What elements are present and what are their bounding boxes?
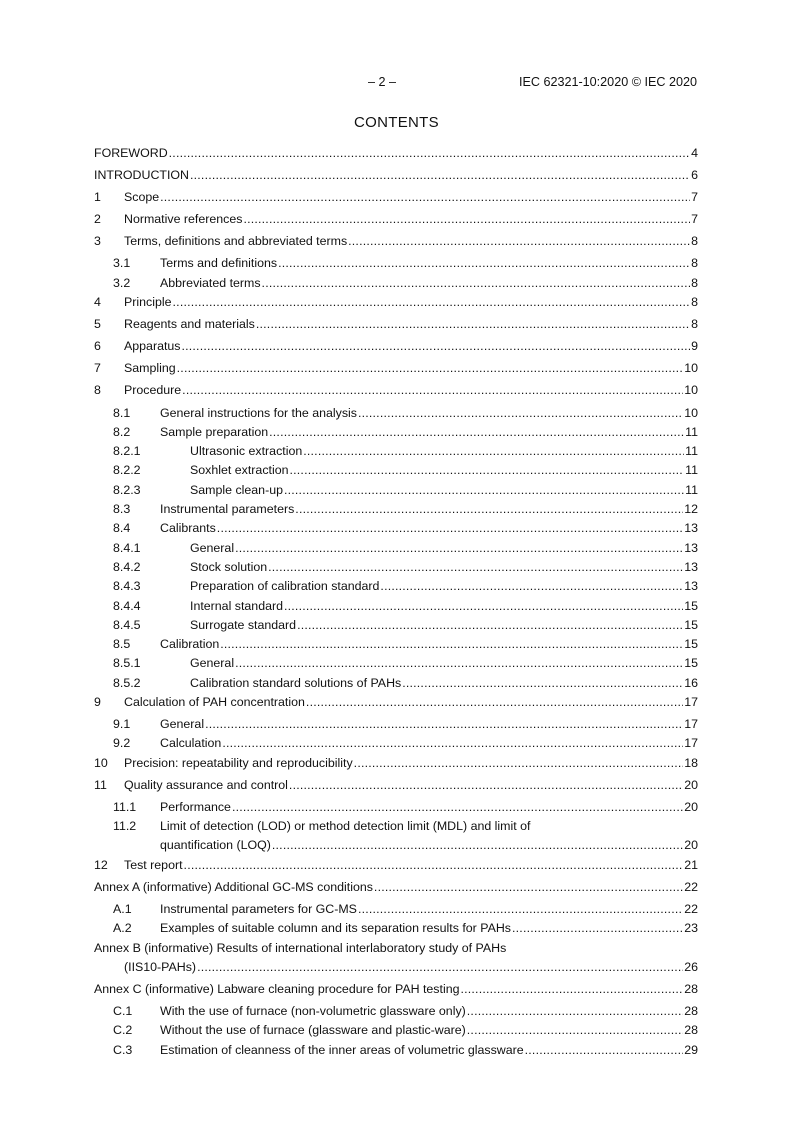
toc-entry[interactable] [94,1021,698,1040]
toc-entry[interactable] [94,519,698,538]
toc-entry-number: 9.1 [113,717,131,732]
toc-entry[interactable] [94,577,698,596]
toc-entry-title: Calibrants [160,521,216,536]
toc-entry-title: Sample preparation [160,424,269,439]
toc-entry-title: Procedure [124,383,182,398]
toc-entry[interactable] [94,734,698,753]
toc-entry-title: General [190,540,235,555]
toc-entry[interactable] [94,404,698,423]
toc-entry-number: 8.4.4 [113,598,141,613]
toc-entry-title: Reagents and materials [124,317,255,332]
toc-entry[interactable] [94,481,698,500]
toc-entry[interactable] [94,381,698,400]
dot-leader [358,404,683,423]
toc-entry-title: Test report [124,857,183,872]
toc-entry-number: 1 [94,190,101,205]
toc-entry-title: Calibration [160,637,220,652]
toc-entry-page[interactable]: 15 [684,617,698,632]
toc-entry-title: Principle [124,295,172,310]
toc-entry-title: Terms, definitions and abbreviated terms [124,234,348,249]
dot-leader [272,836,683,855]
document-id: IEC 62321-10:2020 © IEC 2020 [518,75,697,89]
dot-leader [284,597,683,616]
toc-entry-page[interactable]: 13 [684,540,698,555]
toc-entry-page[interactable]: 6 [691,168,698,183]
table-of-contents [94,144,698,1060]
toc-entry[interactable] [94,856,698,875]
toc-entry-number: 8.2.3 [113,482,141,497]
toc-entry-number: 4 [94,295,101,310]
toc-entry-number: 8 [94,383,101,398]
dot-leader [269,423,684,442]
dot-leader [235,654,683,673]
dot-leader [306,693,683,712]
toc-entry[interactable] [94,232,698,251]
toc-entry-title: Calculation of PAH concentration [124,694,305,709]
toc-entry-title: Abbreviated terms [160,275,261,290]
toc-entry-title: General [160,717,205,732]
toc-entry-number: 2 [94,212,101,227]
page-title: CONTENTS [354,114,439,131]
toc-entry-page[interactable]: 10 [684,383,698,398]
toc-entry-page[interactable]: 22 [684,879,698,894]
dot-leader [303,442,684,461]
toc-entry[interactable] [94,693,698,712]
toc-entry-page[interactable]: 12 [684,502,698,517]
toc-entry[interactable] [94,754,698,773]
toc-entry-title: General instructions for the analysis [160,405,357,420]
toc-entry-page[interactable]: 15 [684,656,698,671]
dot-leader [297,616,683,635]
toc-entry-title: Quality assurance and control [124,777,288,792]
toc-entry[interactable] [94,539,698,558]
toc-entry-page[interactable]: 21 [684,857,698,872]
toc-entry-page[interactable]: 20 [684,799,698,814]
toc-entry-title: Soxhlet extraction [190,463,289,478]
dot-leader [374,878,683,897]
toc-entry-page[interactable]: 26 [684,959,698,974]
toc-entry-title: Annex C (informative) Labware cleaning procedure for PAH testing [94,981,460,996]
toc-entry-page[interactable]: 28 [684,981,698,996]
toc-entry-page[interactable]: 28 [684,1023,698,1038]
toc-entry-title: Examples of suitable column and its separation results for PAHs [160,921,512,936]
toc-entry[interactable] [94,293,698,312]
dot-leader [262,274,691,293]
toc-entry-number: 9 [94,694,101,709]
dot-leader [460,980,683,999]
dot-leader [348,232,690,251]
toc-entry-page[interactable]: 9 [691,339,698,354]
toc-entry-number: 8.2.1 [113,444,141,459]
toc-entry-number: A.1 [113,901,132,916]
toc-entry-page[interactable]: 17 [684,694,698,709]
toc-entry-number: 8.4.1 [113,540,141,555]
toc-entry-number: 8.4.3 [113,579,141,594]
toc-entry-page[interactable]: 13 [684,559,698,574]
dot-leader [290,461,685,480]
dot-leader [354,754,684,773]
toc-entry-number: 8.4 [113,521,131,536]
toc-entry-number: 12 [94,857,108,872]
dot-leader [173,293,691,312]
toc-entry-page[interactable]: 20 [684,838,698,853]
toc-entry-number: 8.4.5 [113,617,141,632]
toc-entry-number: 10 [94,755,108,770]
toc-entry[interactable] [94,461,698,480]
toc-entry-title-continued: (IIS10-PAHs) [124,959,197,974]
dot-leader [177,359,684,378]
toc-entry-number: 11.1 [113,799,137,814]
toc-entry-page[interactable]: 11 [685,424,698,439]
toc-entry-title: Performance [160,799,231,814]
dot-leader [295,500,683,519]
dot-leader [467,1002,683,1021]
toc-entry[interactable] [94,558,698,577]
toc-entry-title: FOREWORD [94,146,168,160]
toc-entry-number: C.3 [113,1042,133,1057]
toc-entry[interactable] [94,1002,698,1021]
toc-entry[interactable] [94,674,698,693]
toc-entry-page[interactable]: 15 [684,637,698,652]
toc-entry[interactable] [94,359,698,378]
toc-entry-number: 8.5.2 [113,675,141,690]
toc-entry-title: Limit of detection (LOD) or method detection limit (MDL) and limit of [160,819,531,834]
toc-entry[interactable] [94,715,698,734]
toc-entry-title-continued: quantification (LOQ) [160,838,271,853]
dot-leader [222,734,683,753]
toc-entry-title: Ultrasonic extraction [190,444,303,459]
dot-leader [380,577,683,596]
toc-entry-title: Surrogate standard [190,617,297,632]
toc-entry-page[interactable]: 8 [691,295,698,310]
toc-entry[interactable] [94,798,698,817]
toc-entry-number: C.1 [113,1004,133,1019]
toc-entry[interactable] [94,776,698,795]
dot-leader [232,798,683,817]
dot-leader [467,1021,683,1040]
dot-leader [184,856,684,875]
dot-leader [256,315,690,334]
toc-entry[interactable] [94,980,698,999]
dot-leader [182,381,683,400]
toc-entry-number: 11.2 [113,819,137,834]
toc-entry-page[interactable]: 8 [691,317,698,332]
toc-entry-number: 3.1 [113,256,131,271]
dot-leader [190,166,690,185]
dot-leader [220,635,683,654]
dot-leader [243,210,690,229]
toc-entry-page[interactable]: 29 [684,1042,698,1057]
dot-leader [197,958,683,977]
toc-entry-page[interactable]: 7 [691,190,698,205]
toc-entry-page[interactable]: 10 [684,361,698,376]
toc-entry-title: Instrumental parameters [160,502,295,517]
dot-leader [181,337,690,356]
toc-entry-page[interactable]: 16 [684,675,698,690]
toc-entry-title: Terms and definitions [160,256,278,271]
toc-entry-title: Calibration standard solutions of PAHs [190,675,402,690]
dot-leader [205,715,683,734]
toc-entry-title: Annex B (informative) Results of international interlaboratory study of PAHs [94,940,507,955]
toc-entry-title: Estimation of cleanness of the inner areas of volumetric glassware [160,1042,524,1057]
page-number: – 2 – [368,75,397,89]
toc-entry-number: 8.4.2 [113,559,141,574]
toc-entry-number: 7 [94,361,101,376]
toc-entry-number: 3.2 [113,275,131,290]
dot-leader [525,1041,684,1060]
toc-entry-page[interactable]: 13 [684,521,698,536]
toc-entry-title: Instrumental parameters for GC-MS [160,901,357,916]
toc-entry[interactable] [94,337,698,356]
toc-entry-title: Apparatus [124,339,181,354]
toc-entry-number: 8.3 [113,502,131,517]
toc-entry-number: 8.2 [113,424,131,439]
toc-entry-title: INTRODUCTION [94,168,189,183]
dot-leader [358,900,683,919]
dot-leader [217,519,683,538]
dot-leader [402,674,683,693]
toc-entry-title: Sampling [124,361,176,376]
toc-entry-page[interactable]: 10 [684,405,698,420]
toc-entry-page[interactable]: 23 [684,921,698,936]
toc-entry[interactable] [94,210,698,229]
toc-entry[interactable] [94,939,698,978]
toc-entry[interactable] [94,919,698,938]
toc-entry-number: 8.1 [113,405,131,420]
toc-entry[interactable] [94,635,698,654]
toc-entry[interactable] [94,315,698,334]
toc-entry-number: 3 [94,234,101,249]
toc-entry-page[interactable]: 11 [685,444,698,459]
toc-entry-page[interactable]: 8 [691,275,698,290]
toc-entry-page[interactable]: 4 [691,146,698,160]
toc-entry[interactable] [94,166,698,185]
toc-entry-page[interactable]: 17 [684,717,698,732]
toc-entry[interactable] [94,616,698,635]
toc-entry-number: 8.5 [113,637,131,652]
toc-entry-page[interactable]: 11 [685,482,698,497]
toc-entry-number: 5 [94,317,101,332]
toc-entry[interactable] [94,597,698,616]
toc-entry[interactable] [94,500,698,519]
dot-leader [289,776,683,795]
toc-entry-page[interactable]: 18 [684,755,698,770]
toc-entry[interactable] [94,900,698,919]
toc-entry-page[interactable]: 28 [684,1004,698,1019]
toc-entry[interactable] [94,1041,698,1060]
toc-entry-page[interactable]: 11 [685,463,698,478]
toc-entry[interactable] [94,442,698,461]
toc-entry[interactable] [94,254,698,273]
toc-entry-title: Stock solution [190,559,268,574]
toc-entry[interactable] [94,144,698,163]
dot-leader [169,144,690,163]
toc-entry-page[interactable]: 8 [691,256,698,271]
toc-entry[interactable] [94,274,698,293]
toc-entry-title: Normative references [124,212,243,227]
toc-entry-title: Without the use of furnace (glassware and plastic-ware) [160,1023,466,1038]
toc-entry-number: A.2 [113,921,132,936]
toc-entry-title: Scope [124,190,160,205]
toc-entry[interactable] [94,817,698,856]
toc-entry-page[interactable]: 17 [684,736,698,751]
dot-leader [278,254,690,273]
toc-entry-title: Calculation [160,736,222,751]
toc-entry-page[interactable]: 15 [684,598,698,613]
toc-entry[interactable] [94,188,698,207]
dot-leader [512,919,683,938]
toc-entry-page[interactable]: 13 [684,579,698,594]
dot-leader [235,539,683,558]
dot-leader [160,188,690,207]
toc-entry-page[interactable]: 20 [684,777,698,792]
toc-entry-page[interactable]: 8 [691,234,698,249]
toc-entry-number: C.2 [113,1023,133,1038]
toc-entry-page[interactable]: 7 [691,212,698,227]
toc-entry-number: 6 [94,339,101,354]
toc-entry-page[interactable]: 22 [684,901,698,916]
toc-entry-title: Internal standard [190,598,283,613]
toc-entry-number: 9.2 [113,736,131,751]
toc-entry[interactable] [94,878,698,897]
toc-entry-number: 8.5.1 [113,656,141,671]
dot-leader [268,558,683,577]
toc-entry-title: With the use of furnace (non-volumetric glassware only) [160,1004,466,1019]
toc-entry-number: 11 [94,777,107,792]
dot-leader [284,481,684,500]
toc-entry-title: Precision: repeatability and reproducibility [124,755,353,770]
toc-entry-title: Preparation of calibration standard [190,579,380,594]
toc-entry-title: General [190,656,235,671]
toc-entry-title: Sample clean-up [190,482,283,497]
toc-entry-number: 8.2.2 [113,463,141,478]
toc-entry[interactable] [94,654,698,673]
toc-entry[interactable] [94,423,698,442]
toc-entry-title: Annex A (informative) Additional GC-MS conditions [94,879,373,894]
